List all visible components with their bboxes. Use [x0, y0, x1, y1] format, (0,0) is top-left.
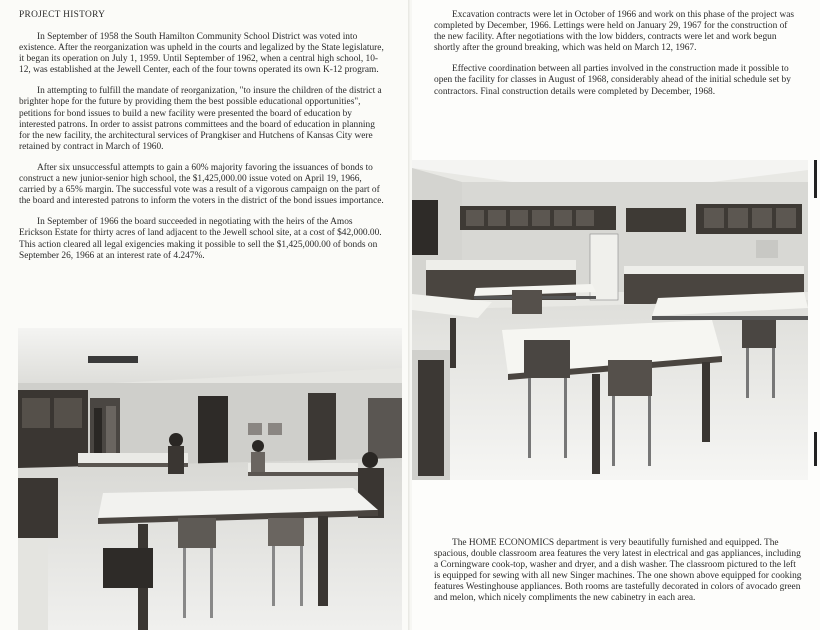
- caption-text: The HOME ECONOMICS department is very beautifully furnished and equipped. The spacious, double classroom area features the very latest in electrical and gas appliances, including a Corningware cook-top, washer and dryer, and a dish washer. The classroom pictured to the left is equipped for sewing with all new Singer machines. The one shown above equipped for cooking features Westinghouse appliances. Both rooms are tastefully decorated in colors of avocado green and melon, which nicely compliments the new cabinetry in each area.: [434, 538, 802, 604]
- sewing-room-photo: [18, 328, 402, 630]
- page-edge-mark: [814, 432, 817, 466]
- paragraph: Effective coordination between all parties involved in the construction made it possible to open the facility for classes in August of 1968, considerably ahead of the initial schedule set by contractors. Final construction details were completed by December, 1968.: [434, 64, 791, 97]
- page-edge-mark: [814, 160, 817, 198]
- paragraph: In September of 1958 the South Hamilton Community School District was voted into existence. After the reorganization was upheld in the courts and legalized by the State legislature, it began its operation on July 1, 1959. Until September of 1962, when a central high school, 10-12, was established at the Jewell Center, each of the four towns operated its own K-12 program.: [19, 32, 384, 76]
- left-text-column: [19, 32, 387, 272]
- paragraph: After six unsuccessful attempts to gain a 60% majority favoring the issuances of bonds to construct a new junior-senior high school, the $1,425,000.00 issue voted on April 19, 1966, carried by a 65% margin. The successful vote was a result of a vigorous campaign on the part of the board and interested patrons to inform the voters in the district of the bond issues importance.: [19, 162, 384, 207]
- kitchen-classroom-photo: [412, 160, 808, 480]
- paragraph: In September of 1966 the board succeeded in negotiating with the heirs of the Amos Erickson Estate for thirty acres of land adjacent to the Jewell school site, at a cost of $42,000.00. This action cleared all legal exigencies making it possible to sell the $1,425,000.00 of bonds on September 26, 1966 at an interest rate of 4.247%.: [19, 217, 382, 261]
- section-heading: PROJECT HISTORY: [19, 10, 106, 20]
- right-page: [412, 0, 820, 630]
- paragraph: In attempting to fulfill the mandate of reorganization, "to insure the children of the district a brighter hope for the future by providing them the best possible educational opportunities", petitions for bond issues to build a new facility were presented the board of education by interested patrons. In order to assist patrons committees and the board of education in planning for the new facility, the architectural services of Prangkiser and Hutchens of Kansas City were retained by contract in March of 1960.: [19, 86, 382, 152]
- home-economics-caption: [434, 538, 804, 615]
- right-text-column: [434, 10, 796, 108]
- paragraph: Excavation contracts were let in October of 1966 and work on this phase of the project was completed by December, 1966. Lettings were held on January 29, 1967 for the construction of the new facility. After negotiations with the low bidders, contracts were let and work begun shortly after the ground breaking, which was held on March 12, 1967.: [434, 10, 795, 54]
